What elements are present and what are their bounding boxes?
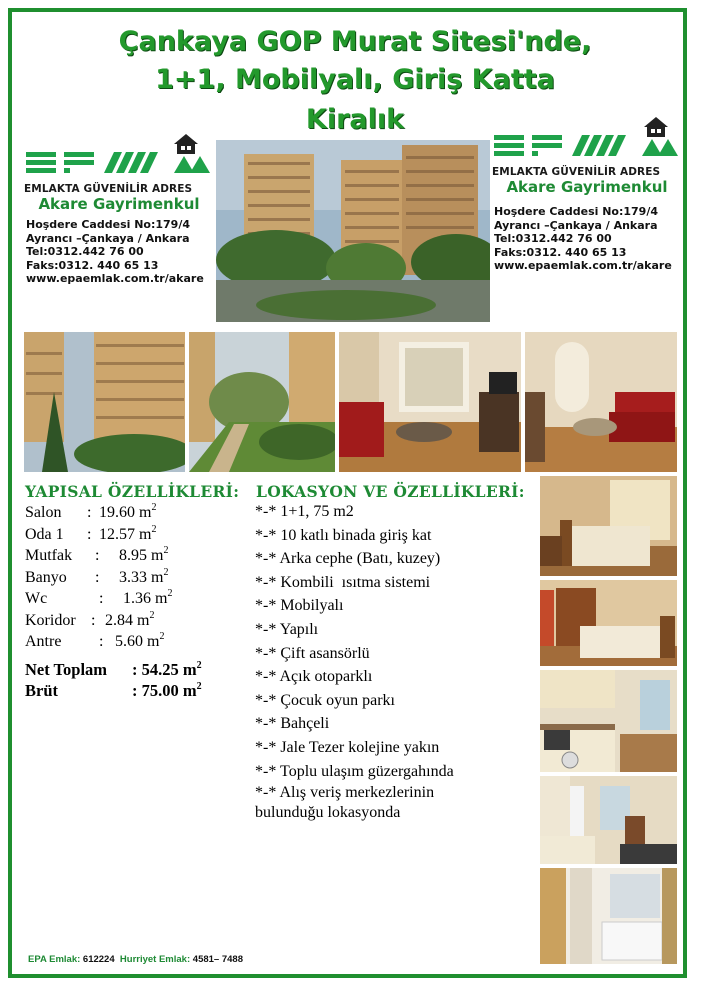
- epa-ref-label: EPA Emlak:: [28, 954, 81, 965]
- contact-address2: Ayrancı –Çankaya / Ankara: [494, 218, 658, 232]
- list-item: *-* Çocuk oyun parkı: [255, 691, 395, 709]
- contact-block-left: [26, 218, 204, 286]
- contact-tel: Tel:0312.442 76 00: [26, 245, 144, 259]
- list-item: *-* Toplu ulaşım güzergahında: [255, 762, 454, 780]
- list-item: bulunduğu lokasyonda: [255, 804, 401, 822]
- brand-logo-right: [492, 117, 682, 196]
- photo-building-main: [216, 140, 490, 322]
- net-total: [25, 660, 202, 680]
- list-item: *-* Açık otoparklı: [255, 668, 373, 686]
- list-item: *-* Bahçeli: [255, 715, 330, 733]
- room-list: [25, 502, 172, 653]
- photo-kitchen-2: [540, 776, 677, 864]
- room-name: Banyo: [25, 568, 67, 586]
- epa-logo-icon: [24, 134, 214, 176]
- net-total-label: Net Toplam: [25, 660, 108, 679]
- contact-block-right: [494, 205, 672, 273]
- photo-living-room: [339, 332, 521, 472]
- house-icon: [644, 117, 668, 137]
- list-item: *-* 10 katlı binada giriş kat: [255, 526, 432, 544]
- room-name: Mutfak: [25, 547, 73, 564]
- room-name: Oda 1: [25, 525, 64, 543]
- brand-name: Akare Gayrimenkul: [38, 195, 200, 213]
- room-area: 1.36 $m^2$: [119, 588, 173, 607]
- photo-kitchen: [540, 670, 677, 772]
- room-area: 5.60 $m^2$: [115, 631, 165, 650]
- list-item: *-* Çift asansörlü: [255, 644, 370, 662]
- list-item: *-* Jale Tezer kolejine yakın: [255, 738, 440, 756]
- list-item: *-* 1+1, 75 m2: [255, 503, 354, 520]
- room-name: Koridor: [25, 611, 76, 629]
- list-item: *-* Alış veriş merkezlerinin: [255, 784, 435, 802]
- contact-address1: Hoşdere Caddesi No:179/4: [26, 218, 191, 231]
- epa-logo-icon: [492, 117, 682, 159]
- photo-garden-path: [189, 332, 335, 472]
- brand-slogan: EMLAKTA GÜVENİLİR ADRES: [492, 166, 661, 178]
- room-row: Mutfak : 8.95 $m^2$: [25, 545, 172, 567]
- epa-ref-value: 612224: [82, 954, 115, 965]
- room-name: Antre: [25, 633, 62, 650]
- room-area: 12.57 $m^2$: [99, 523, 157, 543]
- gross-total-label: Brüt: [25, 681, 58, 700]
- contact-address1: Hoşdere Caddesi No:179/4: [494, 205, 659, 218]
- photo-bedroom: [540, 476, 677, 576]
- contact-web[interactable]: www.epaemlak.com.tr/akare: [26, 272, 204, 286]
- gross-total-value: : 75.00 $m^2$: [132, 681, 202, 700]
- photo-building-2: [24, 332, 185, 472]
- room-row: Antre : 5.60 $m^2$: [25, 631, 172, 653]
- contact-fax: Faks:0312. 440 65 13: [26, 258, 159, 272]
- feature-list: [255, 500, 454, 823]
- list-item: *-* Mobilyalı: [255, 597, 344, 615]
- photo-bathroom: [540, 868, 677, 964]
- page-title-line3: Kiralık: [305, 104, 405, 135]
- room-area: 19.60 $m^2$: [99, 502, 157, 521]
- list-item: *-* Arka cephe (Batı, kuzey): [255, 550, 441, 568]
- hurriyet-ref-label: Hurriyet Emlak:: [119, 954, 191, 965]
- contact-fax: Faks:0312. 440 65 13: [494, 245, 627, 259]
- photo-bedroom-2: [540, 580, 677, 666]
- room-name: Wc: [25, 590, 48, 607]
- footer-refs: [28, 954, 243, 965]
- room-row: Koridor : 2.84 $m^2$: [25, 610, 172, 632]
- hurriyet-ref-value: 4581– 7488: [192, 954, 243, 965]
- contact-address2: Ayrancı –Çankaya / Ankara: [26, 231, 190, 245]
- room-row: Banyo : 3.33 $m^2$: [25, 567, 172, 589]
- room-name: Salon: [25, 504, 62, 521]
- brand-name: Akare Gayrimenkul: [506, 178, 668, 196]
- brand-logo-left: [24, 134, 214, 213]
- list-item: *-* Kombili ısıtma sistemi: [255, 573, 431, 591]
- room-area: 2.84 $m^2$: [105, 609, 155, 629]
- contact-web[interactable]: www.epaemlak.com.tr/akare: [494, 259, 672, 273]
- gross-total: [25, 681, 202, 701]
- room-area: 3.33 $m^2$: [115, 566, 169, 586]
- structural-heading: YAPISAL ÖZELLİKLERİ:: [25, 482, 240, 501]
- location-heading: LOKASYON VE ÖZELLİKLERİ:: [256, 482, 525, 501]
- room-row: Oda 1 : 12.57 $m^2$: [25, 524, 172, 546]
- room-row: Wc : 1.36 $m^2$: [25, 588, 172, 610]
- room-row: Salon : 19.60 $m^2$: [25, 502, 172, 524]
- page-title-line2: 1+1, Mobilyalı, Giriş Katta: [155, 64, 555, 95]
- contact-tel: Tel:0312.442 76 00: [494, 232, 612, 246]
- net-total-value: : 54.25 $m^2$: [132, 660, 202, 679]
- list-item: *-* Yapılı: [255, 620, 319, 638]
- room-area: 8.95 $m^2$: [115, 545, 169, 564]
- brand-slogan: EMLAKTA GÜVENİLİR ADRES: [24, 183, 193, 195]
- page-title-line1: Çankaya GOP Murat Sitesi'nde,: [118, 26, 592, 57]
- house-icon: [174, 134, 198, 154]
- photo-living-room-2: [525, 332, 677, 472]
